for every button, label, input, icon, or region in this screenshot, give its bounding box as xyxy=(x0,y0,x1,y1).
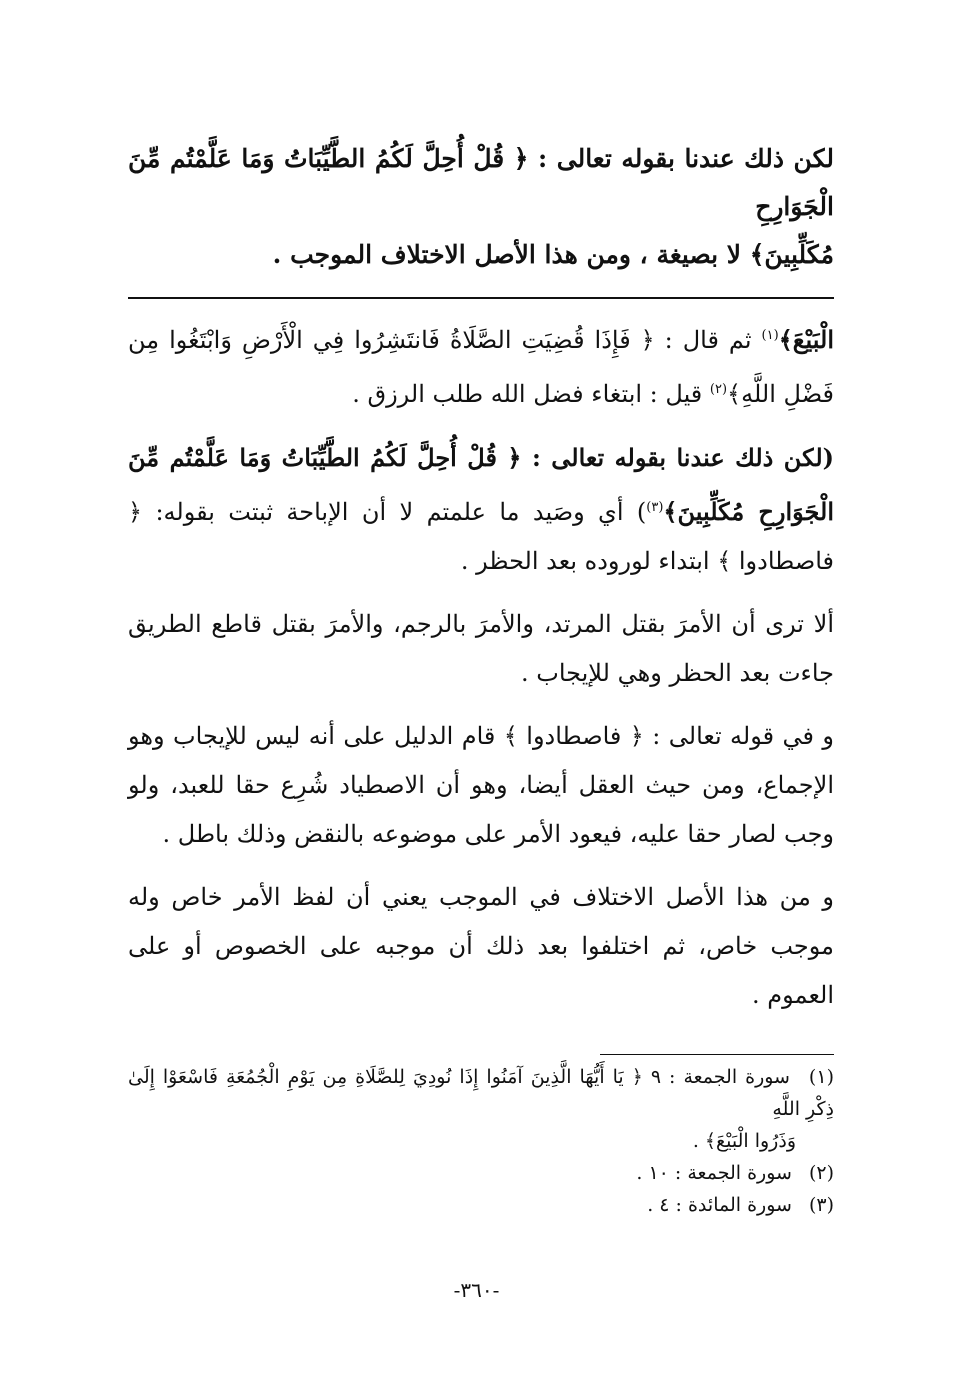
sharh-text xyxy=(128,311,834,1020)
quoted-matn: (لكن ذلك عندنا بقوله تعالى : ﴿ قُلْ أُحِلَّ لَكُمُ الطَّيِّبَاتُ وَمَا عَلَّمْتُم مِّنَ الْجَوَارِحِ مُكَلِّبِينَ﴾ xyxy=(128,443,834,526)
paragraph-text: ثم قال : ﴿ فَإِذَا قُضِيَتِ الصَّلَاةُ فَانتَشِرُوا فِي الْأَرْضِ وَابْتَغُوا مِن فَضْلِ اللَّهِ﴾ xyxy=(128,326,834,408)
footnote-number: (٣) xyxy=(808,1194,834,1216)
footnote-3 xyxy=(128,1189,834,1221)
footnote-number: (٢) xyxy=(808,1162,834,1184)
sharh-paragraph-5: و من هذا الأصل الاختلاف في الموجب يعني أن لفظ الأمر خاص وله موجب خاص، ثم اختلفوا بعد ذلك أن موجبه على الخصوص أو على العموم . xyxy=(128,883,834,1009)
paragraph-text: ) أي وصَيد ما علمتم لا أن الإباحة ثبتت بقوله: ﴿ فاصطادوا ﴾ ابتداء لوروده بعد الحظر . xyxy=(128,498,834,575)
matn-text xyxy=(128,135,834,279)
footnote-number: (١) xyxy=(808,1066,834,1088)
footnote-separator xyxy=(600,1054,834,1055)
footnote-ref-3: (٣) xyxy=(646,500,664,515)
footnote-text: سورة المائدة : ٤ . xyxy=(647,1194,792,1216)
matn-separator xyxy=(128,297,834,299)
sharh-paragraph-3: ألا ترى أن الأمرَ بقتل المرتد، والأمرَ بالرجم، والأمرَ بقتل قاطع الطريق جاءت بعد الحظر وهي للإيجاب . xyxy=(128,610,834,687)
quran-fragment: الْبَيْعَ﴾ xyxy=(778,325,834,354)
sharh-paragraph-2 xyxy=(128,433,834,586)
page-number: -٣٦٠- xyxy=(453,1278,500,1302)
sharh-paragraph-1 xyxy=(128,311,834,419)
footnote-1-continuation: وَذَرُوا الْبَيْعَ﴾ . xyxy=(692,1130,796,1152)
footnote-ref-1: (١) xyxy=(761,328,779,343)
footnote-1 xyxy=(128,1061,834,1125)
page-body xyxy=(128,135,834,1221)
footnote-text: سورة الجمعة : ٩ ﴿ يَا أَيُّهَا الَّذِينَ آمَنُوا إِذَا نُودِيَ لِلصَّلَاةِ مِن يَوْمِ الْجُمُعَةِ فَاسْعَوْا إِلَىٰ ذِكْرِ اللَّهِ xyxy=(128,1066,834,1120)
matn-line-1: لكن ذلك عندنا بقوله تعالى : ﴿ قُلْ أُحِلَّ لَكُمُ الطَّيِّبَاتُ وَمَا عَلَّمْتُم مِّنَ الْجَوَارِحِ xyxy=(128,144,834,221)
sharh-paragraph-4: و في قوله تعالى : ﴿ فاصطادوا ﴾ قام الدليل على أنه ليس للإيجاب وهو الإجماع، ومن حيث العقل أيضا، وهو أن الاصطياد شُرِع حقا للعبد، ولو وجب لصار حقا عليه، فيعود الأمر على موضوعه بالنقض وذلك باطل . xyxy=(128,722,834,848)
matn-line-2: مُكَلِّبِينَ﴾ لا بصيغة ، ومن هذا الأصل الاختلاف الموجب . xyxy=(272,240,834,269)
paragraph-text: قيل : ابتغاء فضل الله طلب الرزق . xyxy=(352,380,710,408)
footnote-ref-2: (٢) xyxy=(709,382,728,397)
footnote-2 xyxy=(128,1157,834,1189)
footnote-text: سورة الجمعة : ١٠ . xyxy=(636,1162,792,1184)
footnotes xyxy=(128,1061,834,1221)
